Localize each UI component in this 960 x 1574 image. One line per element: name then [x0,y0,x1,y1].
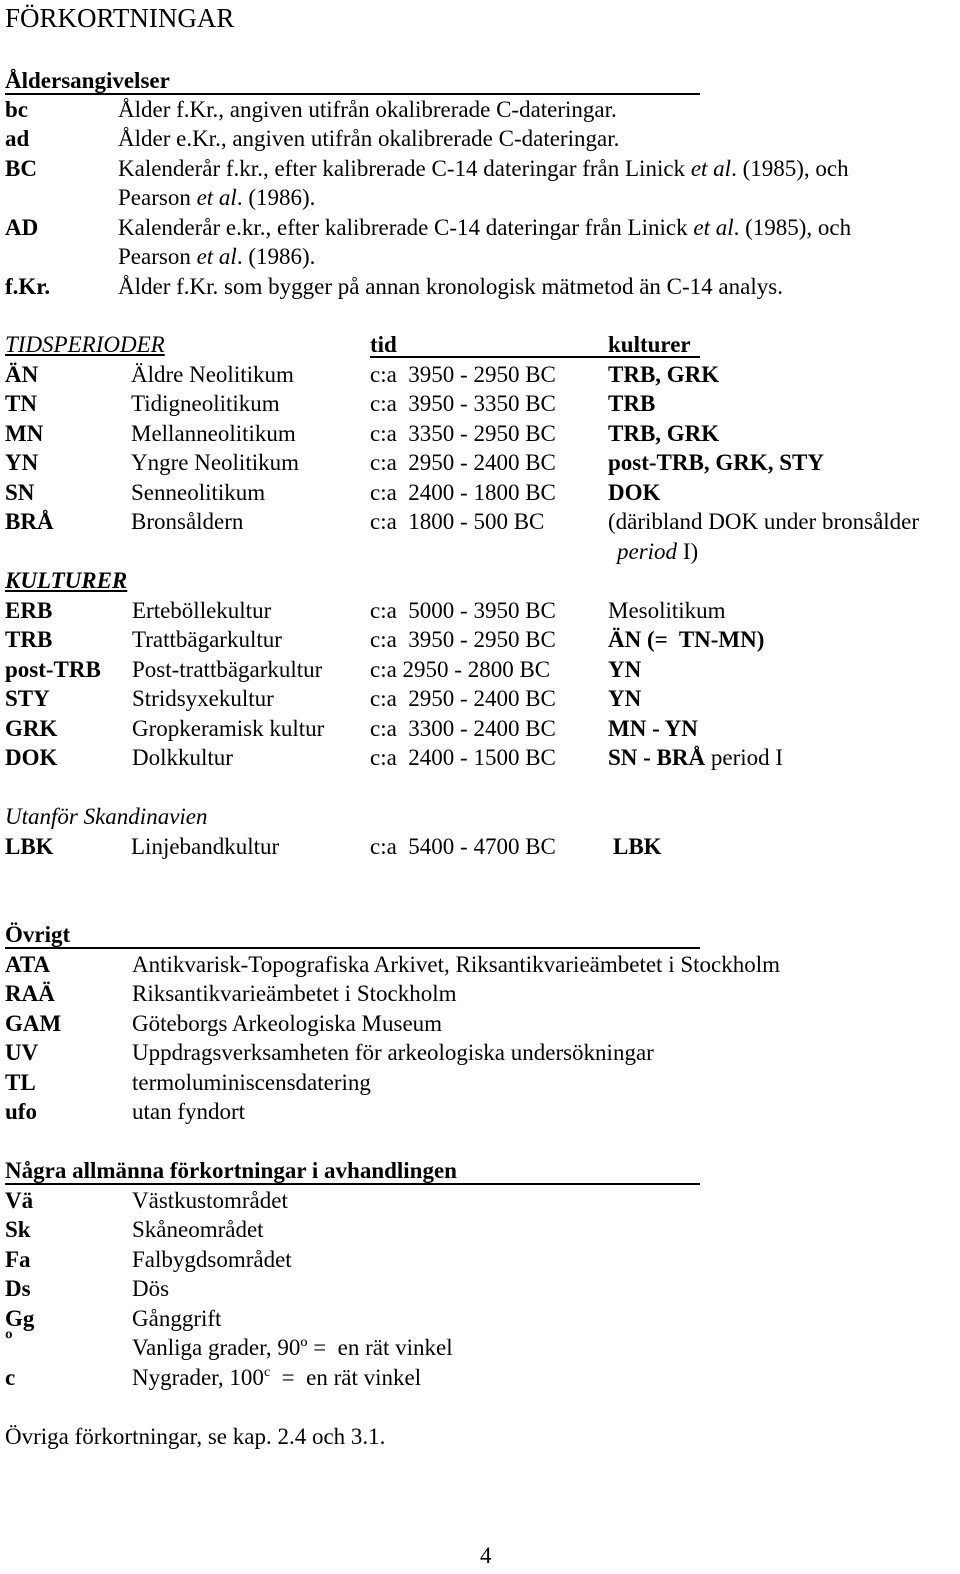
other-desc: termoluminiscensdatering [132,1070,371,1095]
culture-tid: c:a 2950 - 2800 BC [370,657,551,682]
age-desc-cont: Pearson et al. (1986). [118,185,316,210]
culture-name: Post-trattbägarkultur [132,657,323,682]
periods-header-row [5,330,955,360]
other-row [5,1097,955,1127]
cultures-header-row [5,566,955,596]
culture-row [5,625,955,655]
culture-row [5,832,955,862]
period-kulturer: TRB, GRK [608,362,720,387]
general-row [5,1363,955,1393]
general-row [5,1186,955,1216]
general-abbr: Gg [5,1306,35,1331]
general-abbr: Sk [5,1217,31,1242]
culture-name: Dolkkultur [132,745,233,770]
period-name: Senneolitikum [131,480,266,505]
culture-name: Erteböllekultur [132,598,272,623]
period-abbr: BRÅ [5,509,54,534]
period-row [5,360,955,390]
other-abbr: TL [5,1070,36,1095]
culture-abbr: post-TRB [5,657,101,682]
period-abbr: SN [5,480,35,505]
period-abbr: YN [5,450,39,475]
culture-row [5,596,955,626]
other-row [5,1038,955,1068]
culture-tid: c:a 3950 - 2950 BC [370,627,556,652]
period-kulturer: TRB [608,391,656,416]
period-tid: c:a 1800 - 500 BC [370,509,545,534]
footer-note: Övriga förkortningar, se kap. 2.4 och 3.1. [5,1424,386,1449]
age-row [5,272,955,302]
culture-tid: c:a 3300 - 2400 BC [370,716,556,741]
other-abbr: ufo [5,1099,37,1124]
period-abbr: TN [5,391,37,416]
page-title: FÖRKORTNINGAR [5,3,235,33]
general-desc: Falbygdsområdet [132,1247,292,1272]
age-desc: Ålder f.Kr., angiven utifrån okalibrerade C-dateringar. [118,97,617,122]
period-name: Äldre Neolitikum [131,362,294,387]
general-abbr: Ds [5,1276,31,1301]
period-row [5,507,955,537]
other-desc: Göteborgs Arkeologiska Museum [132,1011,443,1036]
other-abbr: GAM [5,1011,62,1036]
culture-name: Linjebandkultur [131,834,280,859]
culture-name: Stridsyxekultur [132,686,274,711]
periods-heading: TIDSPERIODER [5,332,165,357]
culture-abbr: STY [5,686,50,711]
other-row [5,1009,955,1039]
general-desc: Västkustområdet [132,1188,288,1213]
degree-abbr: º [5,1327,13,1352]
outside-heading-row [5,802,955,832]
culture-abbr: ERB [5,598,53,623]
culture-period: YN [608,686,642,711]
periods-col-kulturer: kulturer [608,330,700,358]
general-abbr: Fa [5,1247,31,1272]
period-row [5,389,955,419]
age-abbr: AD [5,215,39,240]
period-name: Bronsåldern [131,509,244,534]
general-row [5,1274,955,1304]
culture-abbr: DOK [5,745,58,770]
general-row [5,1327,955,1363]
general-desc: Dös [132,1276,170,1301]
culture-period: MN - YN [608,716,698,741]
age-row-continuation [5,183,955,213]
general-row [5,1245,955,1275]
general-abbr: Vä [5,1188,34,1213]
culture-period: Mesolitikum [608,598,726,623]
age-desc: Kalenderår e.kr., efter kalibrerade C-14 dateringar från Linick et al. (1985), och [118,215,852,240]
age-desc: Ålder e.Kr., angiven utifrån okalibrerade C-dateringar. [118,126,620,151]
period-tid: c:a 2950 - 2400 BC [370,450,556,475]
general-section-heading: Några allmänna förkortningar i avhandlingen [5,1156,700,1185]
other-section-heading: Övrigt [5,920,700,949]
culture-abbr: LBK [5,834,54,859]
age-abbr: BC [5,156,37,181]
period-tid: c:a 3950 - 3350 BC [370,391,556,416]
cultures-heading: KULTURER [5,568,128,593]
period-kulturer: (däribland DOK under bronsålder [608,509,920,534]
outside-heading: Utanför Skandinavien [5,804,208,829]
age-row [5,154,955,184]
age-row [5,124,955,154]
grad-abbr: c [5,1365,16,1390]
period-row [5,478,955,508]
other-desc: Riksantikvarieämbetet i Stockholm [132,981,457,1006]
culture-row [5,743,955,773]
periods-col-tid: tid [370,330,608,358]
period-kulturer: post-TRB, GRK, STY [608,450,824,475]
period-name: Tidigneolitikum [131,391,280,416]
age-abbr: f.Kr. [5,274,51,299]
culture-tid: c:a 2950 - 2400 BC [370,686,556,711]
culture-name: Trattbägarkultur [132,627,282,652]
age-row-continuation [5,242,955,272]
culture-tid: c:a 5400 - 4700 BC [370,834,556,859]
culture-abbr: GRK [5,716,58,741]
period-kulturer: DOK [608,480,661,505]
age-desc: Ålder f.Kr. som bygger på annan kronologisk mätmetod än C-14 analys. [118,274,783,299]
period-kulturer: TRB, GRK [608,421,720,446]
age-section-heading: Åldersangivelser [5,66,700,95]
other-abbr: UV [5,1040,39,1065]
general-row [5,1304,955,1334]
other-desc: utan fyndort [132,1099,246,1124]
period-row [5,419,955,449]
period-tid: c:a 3950 - 2950 BC [370,362,556,387]
period-kulturer-cont: period I) [617,539,699,564]
general-row [5,1215,955,1245]
other-abbr: RAÄ [5,981,55,1006]
period-row-continuation [5,537,955,567]
period-row [5,448,955,478]
period-abbr: ÄN [5,362,39,387]
grad-desc: Nygrader, 100$^c$ = en rät vinkel [132,1365,422,1390]
culture-period: YN [608,657,642,682]
period-name: Yngre Neolitikum [131,450,299,475]
culture-abbr: TRB [5,627,53,652]
culture-tid: c:a 2400 - 1500 BC [370,745,556,770]
culture-period: ÄN (= TN-MN) [608,627,765,652]
period-abbr: MN [5,421,44,446]
age-abbr: ad [5,126,30,151]
general-desc: Skåneområdet [132,1217,264,1242]
culture-tid: c:a 5000 - 3950 BC [370,598,556,623]
other-row [5,979,955,1009]
culture-name: Gropkeramisk kultur [132,716,325,741]
age-row [5,213,955,243]
other-abbr: ATA [5,952,51,977]
period-tid: c:a 3350 - 2950 BC [370,421,556,446]
age-desc: Kalenderår f.kr., efter kalibrerade C-14 dateringar från Linick et al. (1985), och [118,156,849,181]
culture-period: LBK [613,834,662,859]
other-row [5,1068,955,1098]
period-tid: c:a 2400 - 1800 BC [370,480,556,505]
period-name: Mellanneolitikum [131,421,296,446]
age-abbr: bc [5,97,28,122]
culture-row [5,655,955,685]
degree-desc: Vanliga grader, 90º = en rät vinkel [132,1335,453,1360]
age-desc-cont: Pearson et al. (1986). [118,244,316,269]
culture-row [5,714,955,744]
other-desc: Uppdragsverksamheten för arkeologiska undersökningar [132,1040,654,1065]
age-row [5,95,955,125]
culture-period: SN - BRÅ period I [608,745,784,770]
culture-row [5,684,955,714]
general-desc: Gånggrift [132,1306,222,1331]
page-number: 4 [480,1543,492,1568]
other-desc: Antikvarisk-Topografiska Arkivet, Riksantikvarieämbetet i Stockholm [132,952,781,977]
other-row [5,950,955,980]
